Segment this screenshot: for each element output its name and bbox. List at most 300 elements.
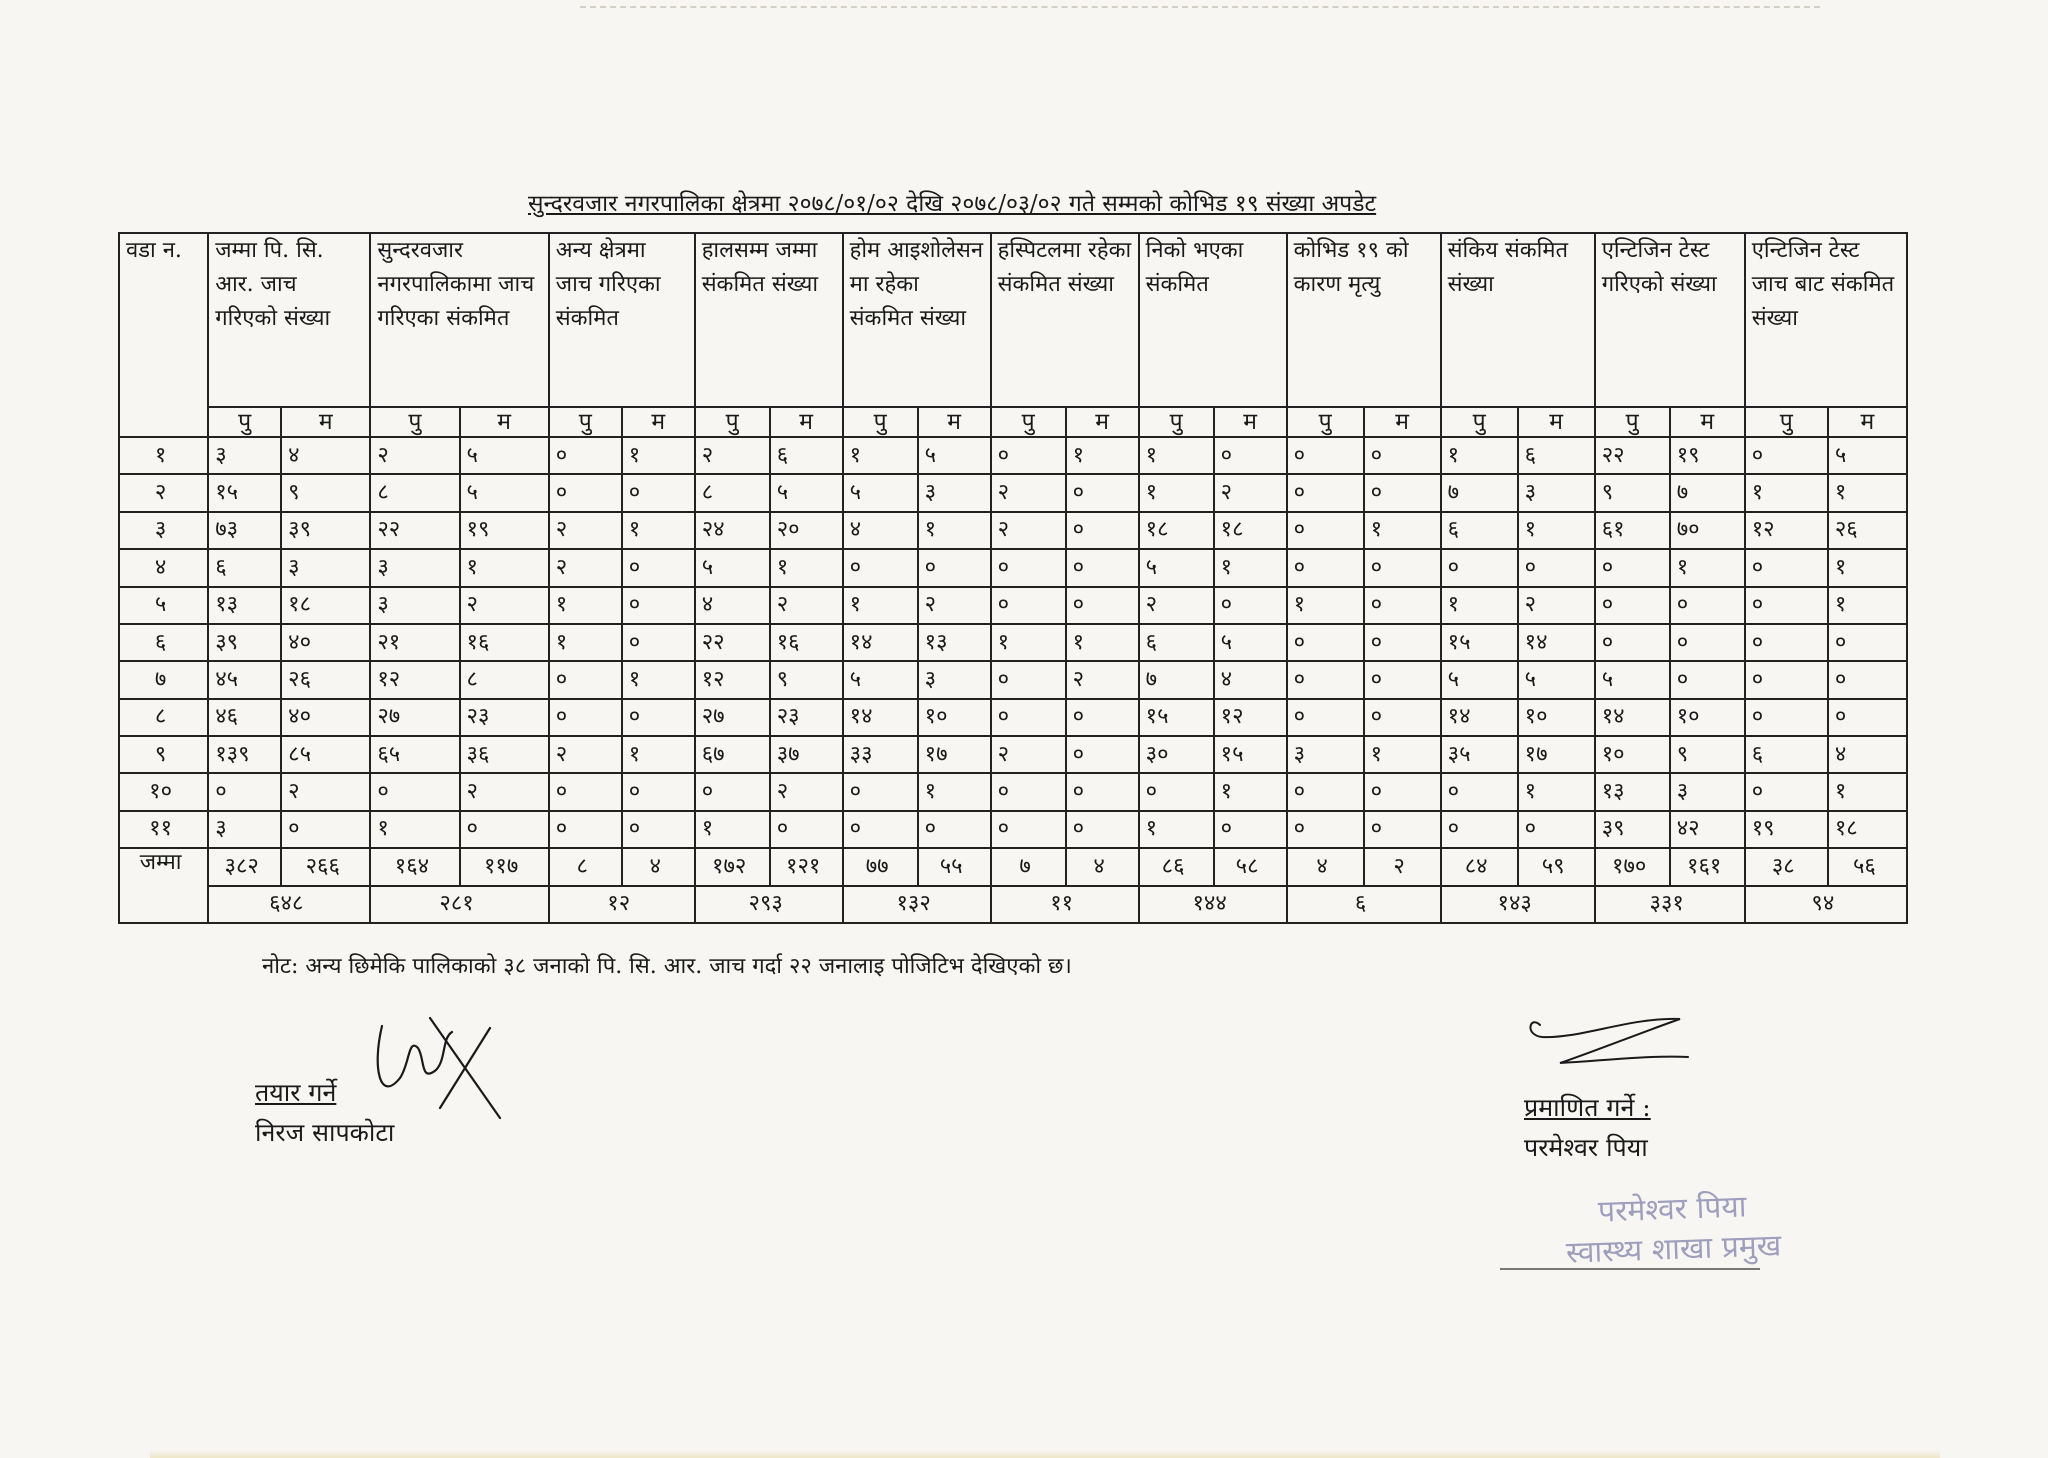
- table-cell: १: [1441, 437, 1518, 474]
- total-cell: ४: [1287, 848, 1364, 885]
- table-cell: ०: [695, 773, 770, 810]
- ward-number: २: [119, 474, 208, 511]
- table-cell: १: [770, 549, 843, 586]
- table-cell: ०: [281, 811, 370, 848]
- table-cell: ०: [1441, 549, 1518, 586]
- table-cell: ५: [1214, 624, 1287, 661]
- table-cell: ०: [622, 773, 695, 810]
- ward-number: १: [119, 437, 208, 474]
- table-cell: ७३: [208, 512, 281, 549]
- table-cell: ३: [918, 474, 991, 511]
- table-cell: ६: [770, 437, 843, 474]
- table-cell: ०: [1066, 549, 1139, 586]
- table-cell: ०: [549, 699, 622, 736]
- table-cell: ०: [1595, 624, 1670, 661]
- table-cell: २६: [281, 661, 370, 698]
- grand-total-cell: ११: [991, 886, 1139, 924]
- table-cell: १३: [1595, 773, 1670, 810]
- table-cell: ०: [549, 773, 622, 810]
- table-cell: ५: [460, 474, 549, 511]
- grand-total-cell: २९३: [695, 886, 843, 924]
- table-cell: ६: [1518, 437, 1595, 474]
- table-cell: ०: [622, 474, 695, 511]
- table-cell: १: [622, 437, 695, 474]
- verified-by-name: परमेश्वर पिया: [1524, 1133, 1648, 1162]
- column-header: कोभिड १९ को कारण मृत्यु: [1287, 233, 1441, 407]
- female-subheader: म: [281, 407, 370, 437]
- table-cell: २६: [1828, 512, 1907, 549]
- verifier-signature-icon: [1520, 1005, 1690, 1075]
- table-cell: ४५: [208, 661, 281, 698]
- table-cell: ०: [1139, 773, 1214, 810]
- table-cell: २: [695, 437, 770, 474]
- total-cell: ५८: [1214, 848, 1287, 885]
- table-cell: १: [991, 624, 1066, 661]
- male-subheader: पु: [1745, 407, 1828, 437]
- column-header: हालसम्म जम्मा संकमित संख्या: [695, 233, 843, 407]
- table-cell: ६१: [1595, 512, 1670, 549]
- table-cell: ०: [549, 661, 622, 698]
- table-cell: ०: [549, 437, 622, 474]
- table-cell: ०: [1745, 624, 1828, 661]
- table-cell: ०: [622, 624, 695, 661]
- female-subheader: म: [1214, 407, 1287, 437]
- table-cell: ७: [1670, 474, 1745, 511]
- table-cell: ०: [1066, 811, 1139, 848]
- table-cell: ०: [1287, 811, 1364, 848]
- table-cell: ७: [1139, 661, 1214, 698]
- table-cell: ०: [918, 549, 991, 586]
- table-cell: ६: [1139, 624, 1214, 661]
- table-cell: ८: [370, 474, 459, 511]
- table-cell: १५: [1214, 736, 1287, 773]
- table-cell: ३: [370, 549, 459, 586]
- stamp-title: स्वास्थ्य शाखा प्रमुख: [1565, 1228, 1782, 1271]
- table-cell: २: [549, 736, 622, 773]
- table-cell: १: [1518, 773, 1595, 810]
- male-subheader: पु: [843, 407, 918, 437]
- table-cell: १२: [695, 661, 770, 698]
- table-cell: १: [918, 773, 991, 810]
- table-cell: २१: [370, 624, 459, 661]
- table-cell: १: [460, 549, 549, 586]
- table-cell: ६: [1745, 736, 1828, 773]
- table-cell: १५: [1441, 624, 1518, 661]
- table-cell: ०: [1670, 624, 1745, 661]
- table-cell: ०: [843, 811, 918, 848]
- table-row: [119, 736, 1907, 773]
- table-cell: २३: [460, 699, 549, 736]
- total-cell: ३८२: [208, 848, 281, 885]
- male-subheader: पु: [991, 407, 1066, 437]
- table-cell: २: [991, 736, 1066, 773]
- table-cell: १०: [1670, 699, 1745, 736]
- table-cell: ०: [1364, 811, 1441, 848]
- table-cell: ३७: [770, 736, 843, 773]
- table-cell: ४६: [208, 699, 281, 736]
- table-cell: १: [1670, 549, 1745, 586]
- table-cell: ८: [695, 474, 770, 511]
- grand-total-row: [119, 886, 1907, 924]
- table-cell: १: [1828, 474, 1907, 511]
- male-subheader: पु: [1139, 407, 1214, 437]
- table-cell: १: [1745, 474, 1828, 511]
- prepared-by-label: तयार गर्ने: [255, 1078, 337, 1107]
- official-stamp: [1507, 1184, 1840, 1275]
- table-cell: १०: [1595, 736, 1670, 773]
- table-cell: ०: [1214, 587, 1287, 624]
- grand-total-cell: १२: [549, 886, 695, 924]
- table-cell: ०: [1595, 587, 1670, 624]
- table-cell: ९: [281, 474, 370, 511]
- table-cell: ०: [1518, 811, 1595, 848]
- column-header: निको भएका संकमित: [1139, 233, 1287, 407]
- table-cell: २२: [370, 512, 459, 549]
- table-cell: १३: [918, 624, 991, 661]
- table-cell: ३: [208, 811, 281, 848]
- column-header: संकिय संकमित संख्या: [1441, 233, 1595, 407]
- column-header: अन्य क्षेत्रमा जाच गरिएका संकमित: [549, 233, 695, 407]
- table-cell: १: [370, 811, 459, 848]
- table-cell: ३६: [460, 736, 549, 773]
- total-cell: १६४: [370, 848, 459, 885]
- table-cell: ४०: [281, 624, 370, 661]
- table-cell: १९: [1745, 811, 1828, 848]
- table-cell: ७: [1441, 474, 1518, 511]
- table-cell: १४: [843, 699, 918, 736]
- table-cell: ३: [1518, 474, 1595, 511]
- table-cell: २: [281, 773, 370, 810]
- table-cell: ०: [991, 437, 1066, 474]
- table-cell: ०: [1066, 699, 1139, 736]
- preparer-signature-icon: [370, 1008, 510, 1128]
- table-cell: ०: [460, 811, 549, 848]
- column-header: एन्टिजिन टेस्ट जाच बाट संकमित संख्या: [1745, 233, 1907, 407]
- table-cell: ०: [1066, 773, 1139, 810]
- table-cell: ४: [695, 587, 770, 624]
- stamp-underline: [1500, 1268, 1760, 1270]
- female-subheader: म: [460, 407, 549, 437]
- table-cell: ४०: [281, 699, 370, 736]
- table-cell: ९: [1670, 736, 1745, 773]
- table-cell: १३: [208, 587, 281, 624]
- table-cell: २: [1214, 474, 1287, 511]
- table-cell: ३: [370, 587, 459, 624]
- female-subheader: म: [1364, 407, 1441, 437]
- table-cell: ०: [1364, 773, 1441, 810]
- total-label: जम्मा: [119, 848, 208, 923]
- table-cell: १: [1364, 736, 1441, 773]
- table-cell: १: [1139, 437, 1214, 474]
- table-cell: ०: [549, 474, 622, 511]
- male-subheader: पु: [208, 407, 281, 437]
- table-cell: १: [695, 811, 770, 848]
- table-cell: १७: [1518, 736, 1595, 773]
- table-cell: १: [549, 587, 622, 624]
- table-cell: ५: [843, 661, 918, 698]
- table-cell: १: [549, 624, 622, 661]
- male-subheader: पु: [1595, 407, 1670, 437]
- table-cell: १८: [1214, 512, 1287, 549]
- male-subheader: पु: [695, 407, 770, 437]
- table-cell: १: [622, 661, 695, 698]
- table-cell: ३: [208, 437, 281, 474]
- table-cell: २: [1066, 661, 1139, 698]
- table-cell: ३९: [208, 624, 281, 661]
- table-cell: ०: [1287, 437, 1364, 474]
- table-cell: ३: [1670, 773, 1745, 810]
- table-cell: १२: [1214, 699, 1287, 736]
- table-cell: ३०: [1139, 736, 1214, 773]
- table-cell: ०: [1745, 699, 1828, 736]
- column-header: सुन्दरवजार नगरपालिकामा जाच गरिएका संकमित: [370, 233, 548, 407]
- table-subheader-row: [119, 407, 1907, 437]
- table-cell: ०: [991, 587, 1066, 624]
- table-cell: १: [918, 512, 991, 549]
- table-cell: ६: [208, 549, 281, 586]
- table-cell: ०: [991, 661, 1066, 698]
- table-cell: १: [1828, 773, 1907, 810]
- table-cell: ५: [770, 474, 843, 511]
- table-cell: ०: [1828, 699, 1907, 736]
- table-cell: ५: [843, 474, 918, 511]
- column-header: होम आइशोलेसन मा रहेका संकमित संख्या: [843, 233, 991, 407]
- verified-by-label: प्रमाणित गर्ने :: [1524, 1093, 1651, 1122]
- table-cell: ०: [1214, 437, 1287, 474]
- table-cell: २: [460, 587, 549, 624]
- table-cell: १९: [460, 512, 549, 549]
- table-cell: ५: [695, 549, 770, 586]
- table-cell: ०: [1066, 736, 1139, 773]
- table-cell: १६: [460, 624, 549, 661]
- table-cell: २: [549, 549, 622, 586]
- total-cell: ८: [549, 848, 622, 885]
- table-cell: ०: [208, 773, 281, 810]
- table-cell: ०: [1287, 474, 1364, 511]
- table-cell: ०: [843, 549, 918, 586]
- table-cell: ०: [1745, 661, 1828, 698]
- table-cell: ०: [1745, 549, 1828, 586]
- total-cell: १७२: [695, 848, 770, 885]
- table-cell: १: [1214, 549, 1287, 586]
- total-cell: ७७: [843, 848, 918, 885]
- table-cell: ०: [1214, 811, 1287, 848]
- table-cell: ०: [1745, 587, 1828, 624]
- table-cell: १: [1287, 587, 1364, 624]
- table-cell: २: [918, 587, 991, 624]
- table-cell: २: [549, 512, 622, 549]
- male-subheader: पु: [370, 407, 459, 437]
- table-cell: ०: [1066, 587, 1139, 624]
- table-cell: ०: [1441, 773, 1518, 810]
- table-cell: ०: [991, 549, 1066, 586]
- table-cell: ०: [1670, 661, 1745, 698]
- grand-total-cell: २८१: [370, 886, 548, 924]
- table-cell: १: [1364, 512, 1441, 549]
- prepared-by-name: निरज सापकोटा: [255, 1118, 395, 1147]
- table-cell: ४: [1828, 736, 1907, 773]
- table-cell: २: [1139, 587, 1214, 624]
- table-cell: १: [622, 512, 695, 549]
- table-cell: १०: [918, 699, 991, 736]
- table-cell: २: [770, 587, 843, 624]
- grand-total-cell: ६४८: [208, 886, 370, 924]
- table-cell: १: [843, 587, 918, 624]
- table-cell: २: [770, 773, 843, 810]
- table-cell: २३: [770, 699, 843, 736]
- total-cell: ५६: [1828, 848, 1907, 885]
- table-cell: ३५: [1441, 736, 1518, 773]
- female-subheader: म: [1828, 407, 1907, 437]
- table-cell: ५: [918, 437, 991, 474]
- column-header: हस्पिटलमा रहेका संकमित संख्या: [991, 233, 1139, 407]
- table-cell: २: [991, 474, 1066, 511]
- table-cell: ६: [1441, 512, 1518, 549]
- total-cell: १६१: [1670, 848, 1745, 885]
- total-cell: ४: [622, 848, 695, 885]
- table-cell: ०: [1364, 437, 1441, 474]
- table-cell: ४२: [1670, 811, 1745, 848]
- table-cell: १: [1441, 587, 1518, 624]
- table-cell: ०: [1595, 549, 1670, 586]
- footnote: नोट: अन्य छिमेकि पालिकाको ३८ जनाको पि. सि. आर. जाच गर्दा २२ जनालाइ पोजिटिभ देखिएको छ।: [262, 954, 1072, 979]
- table-cell: १५: [208, 474, 281, 511]
- table-cell: १६: [770, 624, 843, 661]
- table-cell: ०: [1745, 437, 1828, 474]
- table-cell: ०: [991, 811, 1066, 848]
- table-cell: २: [991, 512, 1066, 549]
- table-cell: ९: [770, 661, 843, 698]
- table-cell: १९: [1670, 437, 1745, 474]
- table-cell: ०: [549, 811, 622, 848]
- table-cell: ३३: [843, 736, 918, 773]
- total-cell: २६६: [281, 848, 370, 885]
- table-cell: ३: [1287, 736, 1364, 773]
- table-cell: १४: [843, 624, 918, 661]
- table-cell: ५: [460, 437, 549, 474]
- table-cell: ७०: [1670, 512, 1745, 549]
- document-title: सुन्दरवजार नगरपालिका क्षेत्रमा २०७८/०१/०२ देखि २०७८/०३/०२ गते सम्मको कोभिड १९ संख्या अपडेट: [528, 191, 1377, 217]
- ward-number: ६: [119, 624, 208, 661]
- ward-number: ११: [119, 811, 208, 848]
- male-subheader: पु: [1287, 407, 1364, 437]
- stamp-name: परमेश्वर पिया: [1597, 1189, 1748, 1230]
- column-header: जम्मा पि. सि. आर. जाच गरिएको संख्या: [208, 233, 370, 407]
- male-subheader: पु: [1441, 407, 1518, 437]
- table-row: [119, 474, 1907, 511]
- table-cell: १४: [1518, 624, 1595, 661]
- total-cell: ७: [991, 848, 1066, 885]
- table-row: [119, 437, 1907, 474]
- table-cell: ०: [991, 699, 1066, 736]
- table-cell: ४: [281, 437, 370, 474]
- total-cell: ११७: [460, 848, 549, 885]
- male-subheader: पु: [549, 407, 622, 437]
- table-row: [119, 549, 1907, 586]
- table-cell: ०: [1364, 549, 1441, 586]
- table-cell: १३९: [208, 736, 281, 773]
- table-cell: ०: [1828, 624, 1907, 661]
- table-cell: ०: [622, 811, 695, 848]
- table-cell: १: [1139, 474, 1214, 511]
- table-cell: ०: [1287, 773, 1364, 810]
- table-cell: ३: [281, 549, 370, 586]
- table-cell: १: [1214, 773, 1287, 810]
- table-cell: ०: [1287, 512, 1364, 549]
- table-cell: ०: [1287, 699, 1364, 736]
- table-cell: ०: [1364, 474, 1441, 511]
- table-cell: ९: [1595, 474, 1670, 511]
- total-cell: ३८: [1745, 848, 1828, 885]
- table-cell: ०: [1287, 624, 1364, 661]
- table-cell: ३९: [281, 512, 370, 549]
- table-cell: २७: [695, 699, 770, 736]
- table-row: [119, 699, 1907, 736]
- table-cell: १८: [281, 587, 370, 624]
- grand-total-cell: ९४: [1745, 886, 1907, 924]
- female-subheader: म: [918, 407, 991, 437]
- ward-number: ३: [119, 512, 208, 549]
- table-cell: २०: [770, 512, 843, 549]
- table-cell: १: [1518, 512, 1595, 549]
- table-cell: १४: [1441, 699, 1518, 736]
- total-cell: ८४: [1441, 848, 1518, 885]
- table-row: [119, 773, 1907, 810]
- table-row: [119, 587, 1907, 624]
- scan-top-edge: [580, 0, 1820, 8]
- table-cell: १२: [1745, 512, 1828, 549]
- table-body: [119, 437, 1907, 923]
- grand-total-cell: १४४: [1139, 886, 1287, 924]
- table-cell: ०: [370, 773, 459, 810]
- ward-number: ७: [119, 661, 208, 698]
- table-header-row: [119, 233, 1907, 407]
- table-cell: ०: [1066, 474, 1139, 511]
- table-cell: ४: [1214, 661, 1287, 698]
- table-cell: १७: [918, 736, 991, 773]
- table-cell: ३: [918, 661, 991, 698]
- table-cell: १: [843, 437, 918, 474]
- table-cell: १: [1828, 587, 1907, 624]
- table-cell: ८५: [281, 736, 370, 773]
- table-cell: ३९: [1595, 811, 1670, 848]
- table-cell: ०: [1364, 624, 1441, 661]
- total-cell: १२१: [770, 848, 843, 885]
- table-cell: १२: [370, 661, 459, 698]
- table-cell: ०: [770, 811, 843, 848]
- total-cell: ४: [1066, 848, 1139, 885]
- ward-number: ४: [119, 549, 208, 586]
- total-cell: १७०: [1595, 848, 1670, 885]
- table-row: [119, 811, 1907, 848]
- table-cell: ०: [1364, 699, 1441, 736]
- table-cell: २: [1518, 587, 1595, 624]
- table-cell: ०: [622, 587, 695, 624]
- ward-number: ८: [119, 699, 208, 736]
- table-cell: ६५: [370, 736, 459, 773]
- table-cell: २: [370, 437, 459, 474]
- female-subheader: म: [1518, 407, 1595, 437]
- table-cell: ०: [622, 549, 695, 586]
- scan-bottom-edge: [150, 1450, 1940, 1458]
- female-subheader: म: [770, 407, 843, 437]
- table-cell: ०: [843, 773, 918, 810]
- ward-header: वडा न.: [119, 233, 208, 437]
- table-cell: ५: [1518, 661, 1595, 698]
- total-cell: २: [1364, 848, 1441, 885]
- table-cell: १: [1139, 811, 1214, 848]
- female-subheader: म: [1670, 407, 1745, 437]
